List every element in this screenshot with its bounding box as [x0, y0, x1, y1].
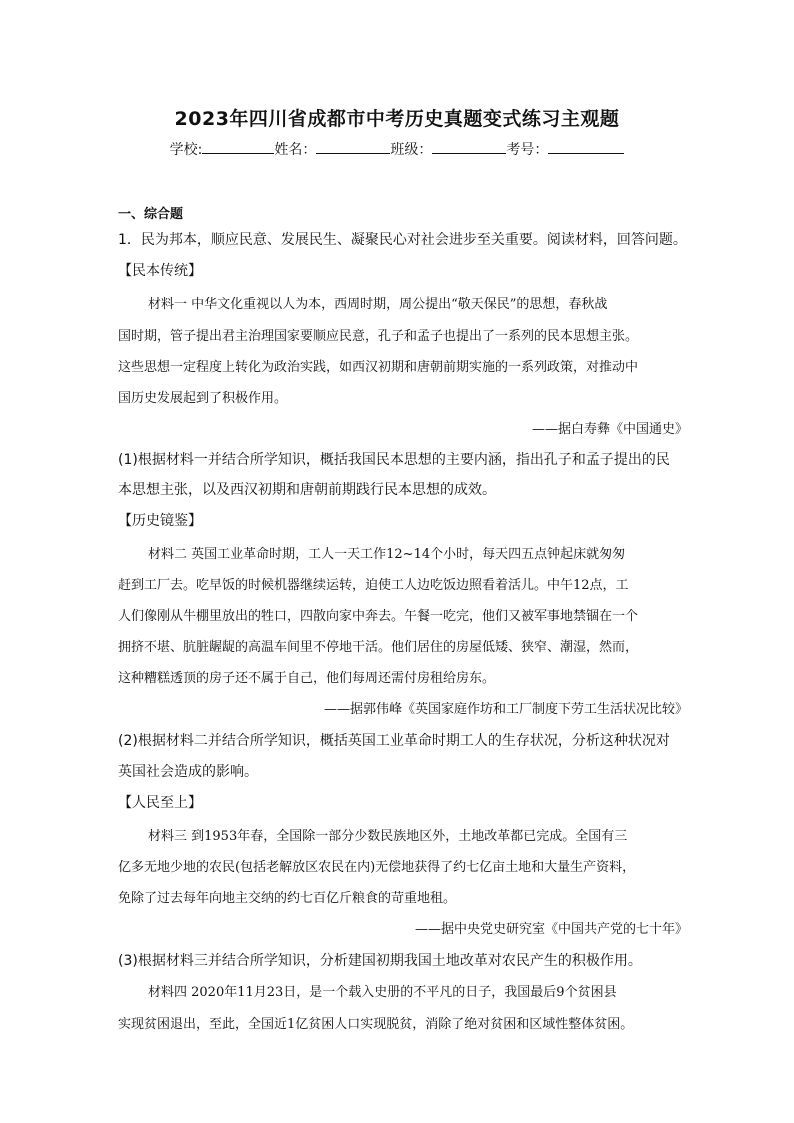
question-1-text: (1)根据材料一并结合所学知识，概括我国民本思想的主要内涵，指出孔子和孟子提出的民: [118, 452, 670, 468]
name-label: 姓名：: [274, 142, 317, 158]
student-info-line: [0, 139, 794, 159]
question-2-text: 英国社会造成的影响。: [118, 764, 258, 780]
material-2-line: 拥挤不堪、肮脏龌龊的高温车间里不停地干活。他们居住的房屋低矮、狭窄、潮湿，然而，: [118, 640, 639, 655]
question-intro: 1．民为邦本，顺应民意、发展民生、凝聚民心对社会进步至关重要。阅读材料，回答问题。: [118, 232, 687, 248]
material-4-line: 实现贫困退出，至此，全国近1亿贫困人口实现脱贫，消除了绝对贫困和区域性整体贫困。: [118, 1017, 634, 1032]
material-3-source: ——据中央党史研究室《中国共产党的七十年》: [414, 922, 688, 937]
material-3-line: 免除了过去每年向地主交纳的约七百亿斤粮食的苛重地租。: [118, 891, 457, 906]
material-3-line: 亿多无地少地的农民(包括老解放区农民在内)无偿地获得了约七亿亩土地和大量生产资料，: [118, 860, 636, 875]
class-blank[interactable]: [432, 139, 506, 154]
question-3-text: (3)根据材料三并结合所学知识，分析建国初期我国土地改革对农民产生的积极作用。: [118, 953, 642, 969]
document-title: 2023年四川省成都市中考历史真题变式练习主观题: [174, 108, 620, 130]
class-label: 班级：: [390, 142, 433, 158]
heading-lishi: 【历史镜鉴】: [118, 513, 202, 529]
material-1-line: 材料一 中华文化重视以人为本，西周时期，周公提出“敬天保民”的思想，春秋战: [148, 297, 608, 312]
material-2-line: 人们像刚从牛棚里放出的牲口，四散向家中奔去。午餐一吃完，他们又被军事地禁锢在一个: [118, 609, 639, 624]
section-heading: 一、综合题: [118, 207, 184, 222]
material-2-source: ——据郭伟峰《英国家庭作坊和工厂制度下劳工生活状况比较》: [323, 702, 688, 717]
material-1-line: 国时期，管子提出君主治理国家要顺应民意，孔子和孟子也提出了一系列的民本思想主张。: [118, 329, 639, 344]
school-label: 学校:: [169, 142, 203, 158]
material-2-line: 材料二 英国工业革命时期，工人一天工作12~14个小时，每天四五点钟起床就匆匆: [148, 547, 626, 562]
heading-renmin: 【人民至上】: [118, 795, 202, 811]
material-2-line: 这种糟糕透顶的房子还不属于自己，他们每周还需付房租给房东。: [118, 671, 496, 686]
exam-no-label: 考号：: [506, 142, 549, 158]
question-2-text: (2)根据材料二并结合所学知识，概括英国工业革命时期工人的生存状况，分析这种状况对: [118, 733, 670, 749]
question-1-text: 本思想主张，以及西汉初期和唐朝前期践行民本思想的成效。: [118, 482, 496, 498]
material-2-line: 赶到工厂去。吃早饭的时候机器继续运转，迫使工人边吃饭边照看着活儿。中午12点，工: [118, 578, 629, 593]
material-4-line: 材料四 2020年11月23日，是一个载入史册的不平凡的日子，我国最后9个贫困县: [148, 985, 617, 1000]
name-blank[interactable]: [316, 139, 390, 154]
material-1-line: 国历史发展起到了积极作用。: [118, 391, 288, 406]
heading-minben: 【民本传统】: [118, 263, 202, 279]
material-3-line: 材料三 到1953年春，全国除一部分少数民族地区外，土地改革都已完成。全国有三: [148, 829, 628, 844]
material-1-source: ——据白寿彝《中国通史》: [531, 422, 688, 437]
exam-no-blank[interactable]: [548, 139, 624, 154]
school-blank[interactable]: [202, 139, 274, 154]
material-1-line: 这些思想一定程度上转化为政治实践，如西汉初期和唐朝前期实施的一系列政策，对推动中: [118, 360, 639, 375]
